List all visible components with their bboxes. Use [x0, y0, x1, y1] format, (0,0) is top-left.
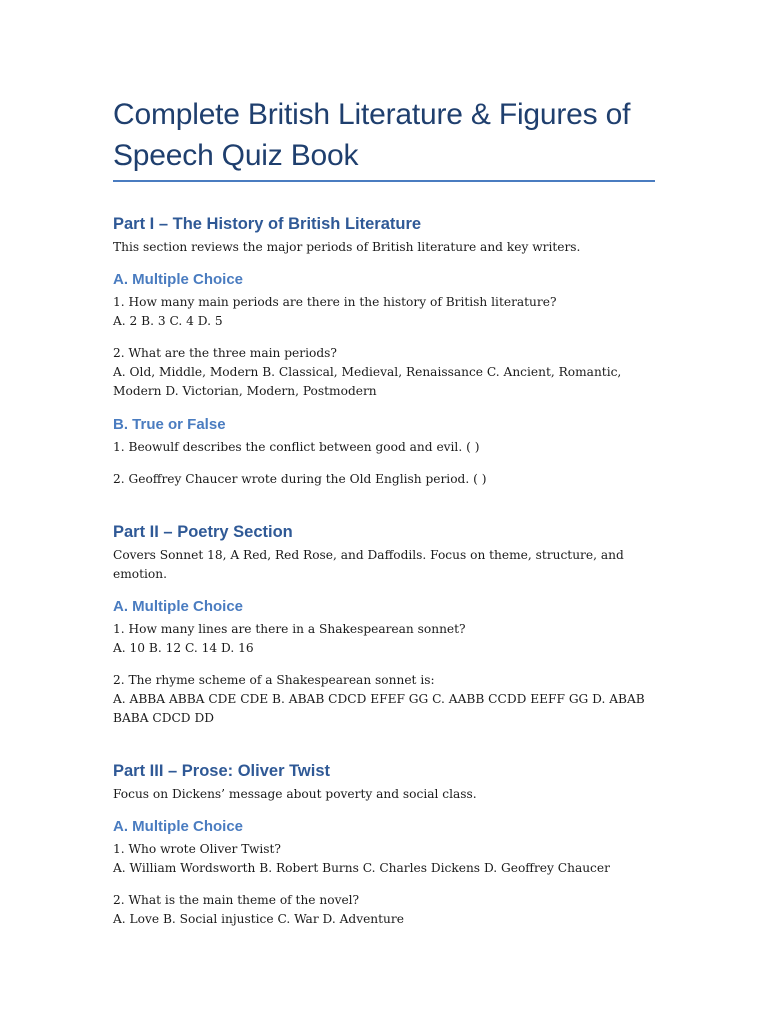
part-1-section-b-heading: B. True or False [113, 416, 226, 433]
question-options: A. Old, Middle, Modern B. Classical, Medieval, Renaissance C. Ancient, Romantic, Modern D. Victorian, Modern, Postmodern [113, 365, 622, 398]
part-3-intro: Focus on Dickens’ message about poverty and social class. [113, 787, 477, 801]
question-options: A. 2 B. 3 C. 4 D. 5 [113, 314, 223, 328]
question-block [113, 891, 655, 929]
part-1-intro: This section reviews the major periods of British literature and key writers. [113, 240, 581, 254]
document-title: Complete British Literature & Figures of Speech Quiz Book [113, 98, 631, 172]
question-text: 1. Beowulf describes the conflict between good and evil. ( ) [113, 440, 480, 454]
question-block [113, 620, 655, 658]
question-block [113, 671, 655, 728]
question-block [113, 840, 655, 878]
question-text: 2. Geoffrey Chaucer wrote during the Old English period. ( ) [113, 472, 487, 486]
question-text: 1. How many main periods are there in the history of British literature? [113, 295, 557, 309]
question-text: 2. What are the three main periods? [113, 346, 337, 360]
part-2-heading: Part II – Poetry Section [113, 523, 293, 541]
question-options: A. ABBA ABBA CDE CDE B. ABAB CDCD EFEF GG C. AABB CCDD EEFF GG D. ABAB BABA CDCD DD [113, 692, 645, 725]
question-block [113, 470, 655, 489]
question-block [113, 438, 655, 457]
part-3-section-a-heading: A. Multiple Choice [113, 818, 244, 835]
part-2-section-a-heading: A. Multiple Choice [113, 598, 244, 615]
part-3-heading: Part III – Prose: Oliver Twist [113, 762, 331, 780]
question-block [113, 344, 655, 401]
question-text: 1. How many lines are there in a Shakespearean sonnet? [113, 622, 466, 636]
part-1-section-a-heading: A. Multiple Choice [113, 271, 244, 288]
question-text: 2. What is the main theme of the novel? [113, 893, 360, 907]
question-block [113, 293, 655, 331]
question-options: A. 10 B. 12 C. 14 D. 16 [113, 641, 254, 655]
document-page [113, 94, 655, 929]
part-2-intro: Covers Sonnet 18, A Red, Red Rose, and Daffodils. Focus on theme, structure, and emotion. [113, 548, 624, 581]
title-underline [113, 180, 655, 182]
part-1-heading: Part I – The History of British Literature [113, 215, 422, 233]
question-options: A. Love B. Social injustice C. War D. Adventure [113, 912, 404, 926]
question-options: A. William Wordsworth B. Robert Burns C. Charles Dickens D. Geoffrey Chaucer [113, 861, 610, 875]
question-text: 2. The rhyme scheme of a Shakespearean sonnet is: [113, 673, 435, 687]
question-text: 1. Who wrote Oliver Twist? [113, 842, 281, 856]
